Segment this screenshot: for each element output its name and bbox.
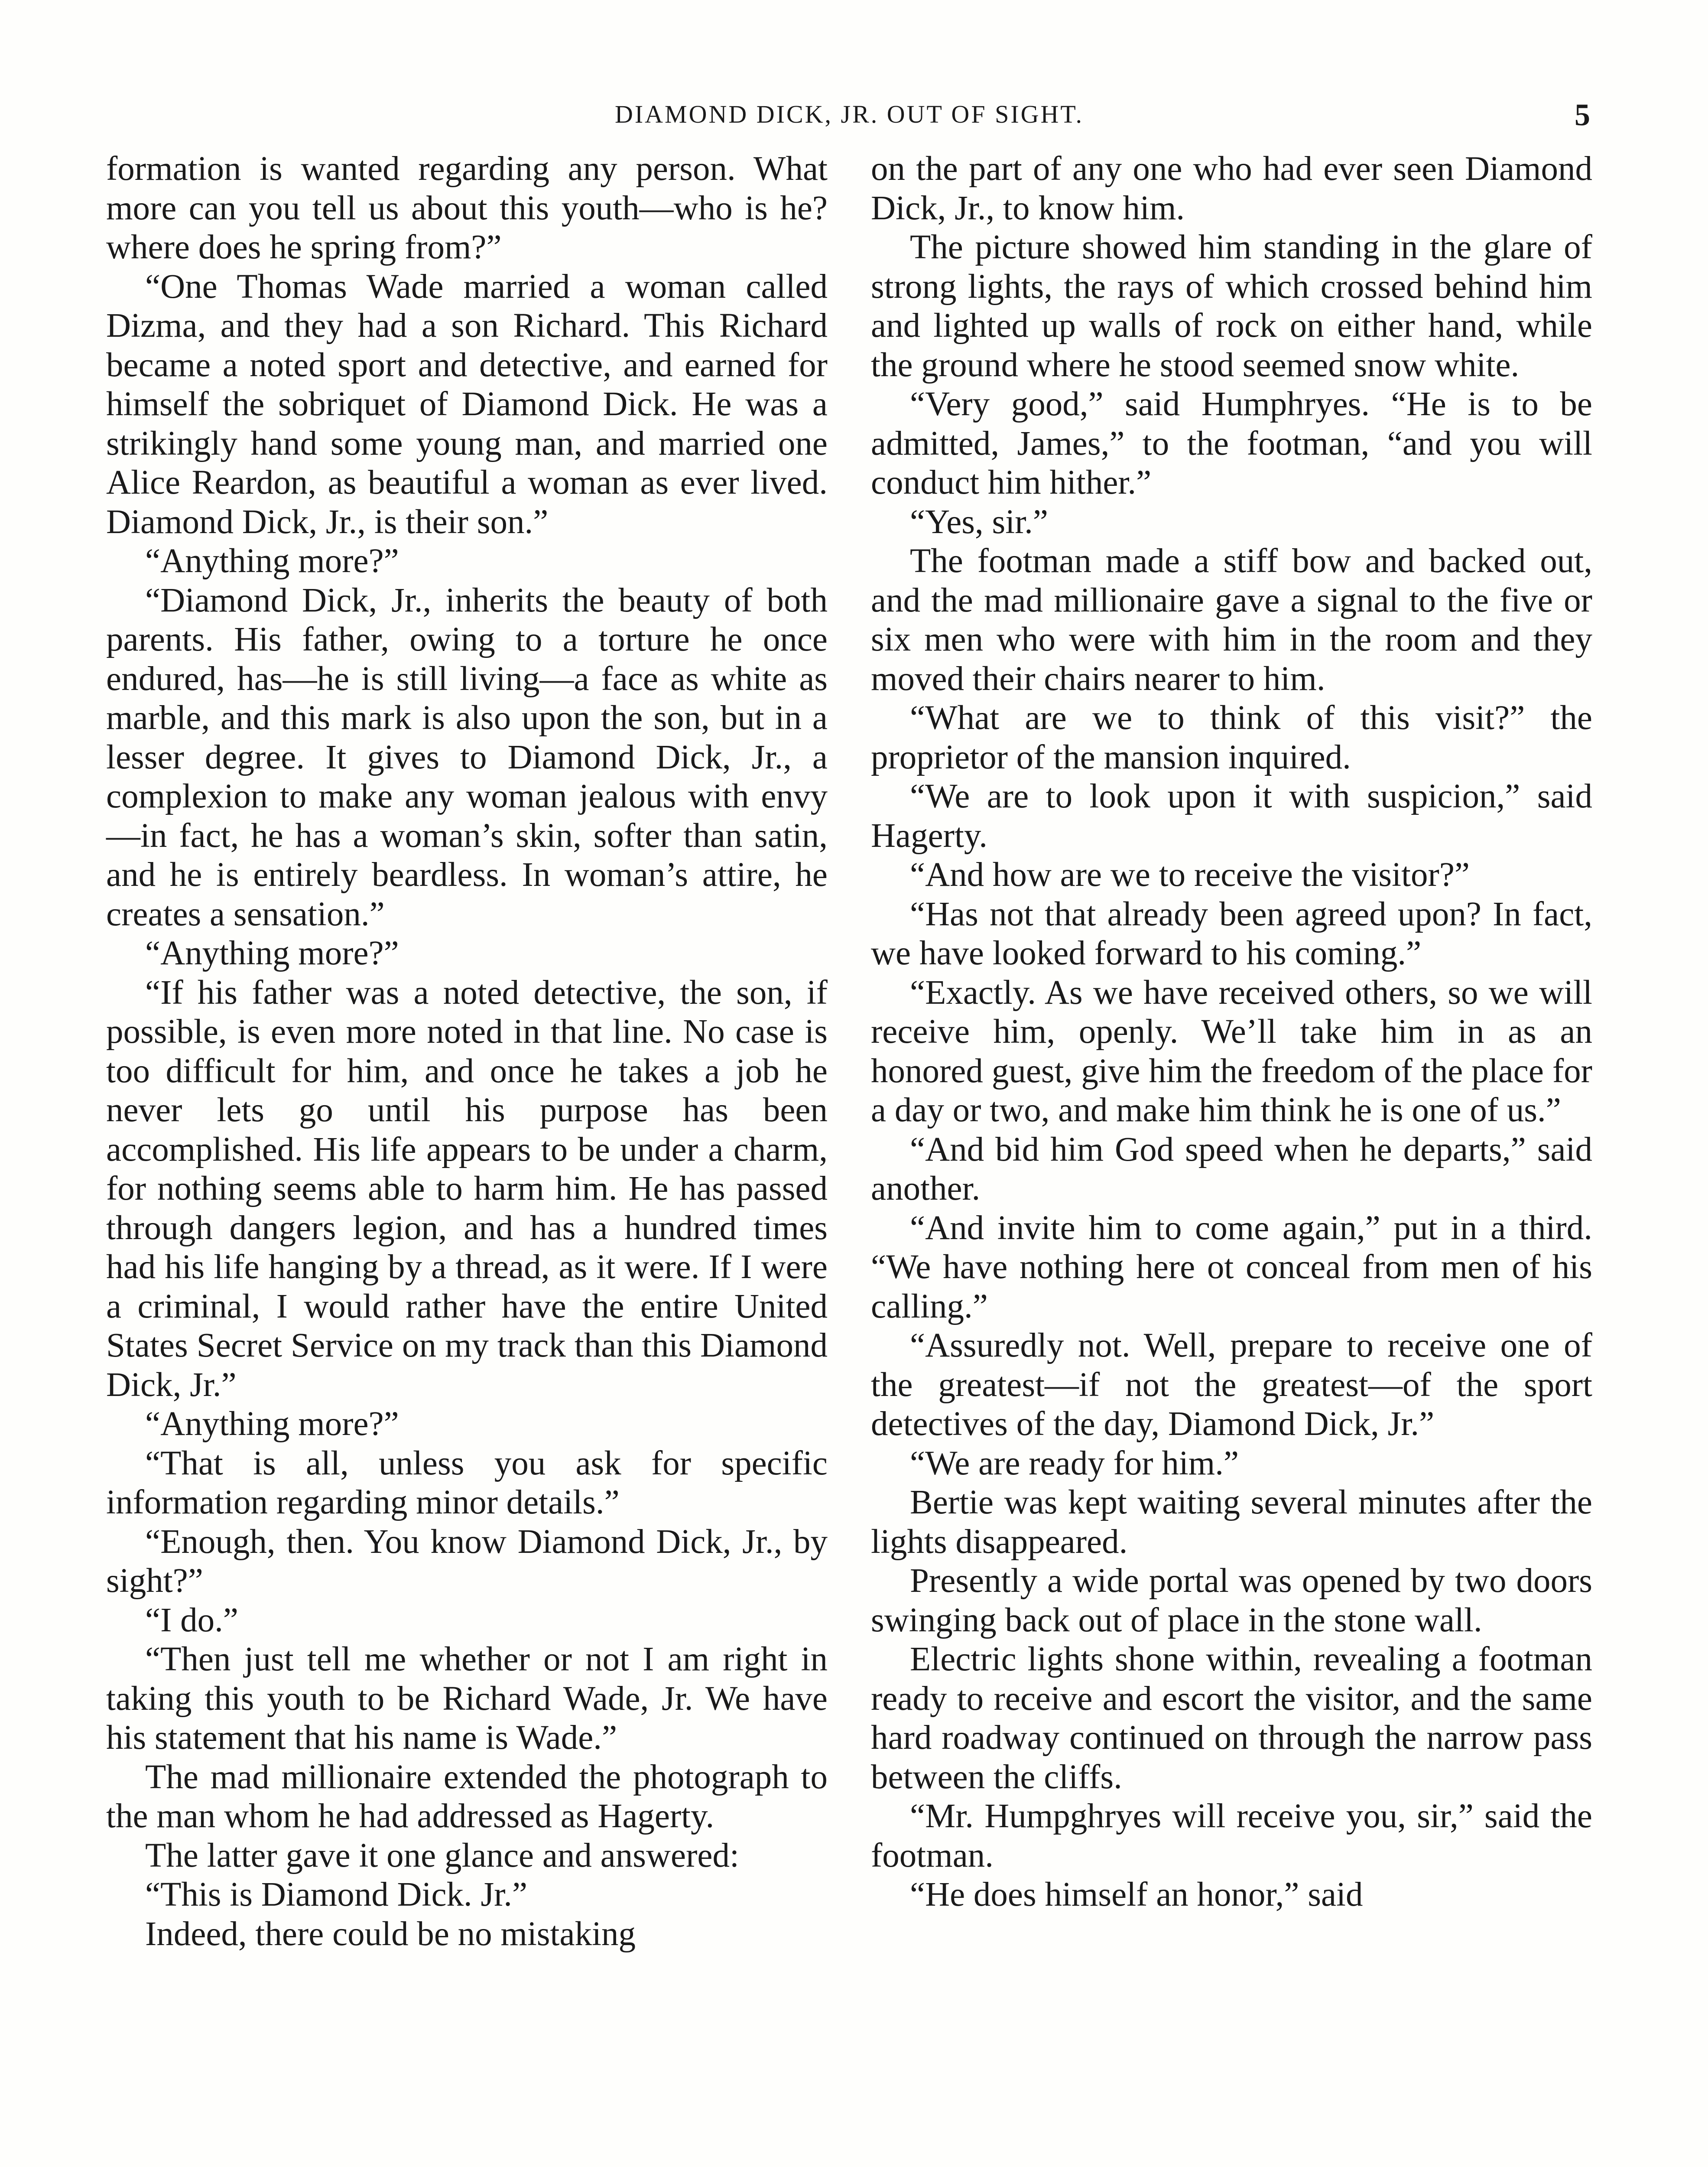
paragraph: “He does himself an honor,” said [910,1876,1363,1913]
paragraph: “I do.” [145,1601,238,1639]
paragraph: “What are we to think of this visit?” the proprietor of the mansion inquired. [871,699,1592,776]
paragraph: “Anything more?” [145,934,399,972]
paragraph: “And invite him to come again,” put in a third. “We have nothing here ot conceal from men of his calling.” [871,1209,1592,1325]
paragraph: “That is all, unless you ask for specific information regarding minor details.” [106,1444,828,1521]
paragraph: Indeed, there could be no mistaking [145,1915,636,1953]
paragraph: formation is wanted regarding any person. What more can you tell us about this youth—who is he? where does he spring from?” [106,150,828,266]
right-text-column [871,150,1592,1915]
paragraph: “This is Diamond Dick. Jr.” [145,1876,528,1913]
paragraph: “Anything more?” [145,542,399,580]
paragraph: “Diamond Dick, Jr., inherits the beauty of both parents. His father, owing to a torture he once endured, has—he is still living—a face as white as marble, and this mark is also upon the son, but in a lesser degree. It gives to Diamond Dick, Jr., a complexion to make any woman jealous with envy—in fact, he has a woman’s skin, softer than satin, and he is entirely beardless. In woman’s attire, he creates a sensation.” [106,581,828,933]
paragraph: “Very good,” said Humphryes. “He is to be admitted, James,” to the footman, “and you will conduct him hither.” [871,385,1592,501]
paragraph: Electric lights shone within, revealing a footman ready to receive and escort the visitor, and the same hard roadway continued on through the narrow pass between the cliffs. [871,1640,1592,1796]
paragraph: Presently a wide portal was opened by two doors swinging back out of place in the stone wall. [871,1562,1592,1639]
paragraph: Bertie was kept waiting several minutes after the lights disappeared. [871,1484,1592,1561]
paragraph: “Has not that already been agreed upon? In fact, we have looked forward to his coming.” [871,895,1592,972]
paragraph: on the part of any one who had ever seen Diamond Dick, Jr., to know him. [871,150,1592,227]
paragraph: “One Thomas Wade married a woman called Dizma, and they had a son Richard. This Richard became a noted sport and detective, and earned for himself the sobriquet of Diamond Dick. He was a strikingly hand some young man, and married one Alice Reardon, as beautiful a woman as ever lived. Diamond Dick, Jr., is their son.” [106,267,828,541]
paragraph: “We are ready for him.” [910,1444,1239,1482]
running-title: DIAMOND DICK, JR. OUT OF SIGHT. [614,100,1084,128]
paragraph: “Assuredly not. Well, prepare to receive one of the greatest—if not the greatest—of the sport detectives of the day, Diamond Dick, Jr.” [871,1327,1592,1443]
page-header [108,95,1590,147]
paragraph: “Exactly. As we have received others, so we will receive him, openly. We’ll take him in as an honored guest, give him the freedom of the place for a day or two, and make him think he is one of us.” [871,973,1592,1129]
paragraph: The mad millionaire extended the photograph to the man whom he had addressed as Hagerty. [106,1758,828,1835]
left-text-column [106,150,828,1954]
paragraph: “And bid him God speed when he departs,” said another. [871,1130,1592,1207]
paragraph: “We are to look upon it with suspicion,” said Hagerty. [871,778,1592,855]
paragraph: “Yes, sir.” [910,503,1048,541]
paragraph: The footman made a stiff bow and backed out, and the mad millionaire gave a signal to the five or six men who were with him in the room and they moved their chairs nearer to him. [871,542,1592,698]
paragraph: “If his father was a noted detective, the son, if possible, is even more noted in that line. No case is too difficult for him, and once he takes a job he never lets go until his purpose has been accomplished. His life appears to be under a charm, for nothing seems able to harm him. He has passed through dangers legion, and has a hundred times had his life hanging by a thread, as it were. If I were a criminal, I would rather have the entire United States Secret Service on my track than this Diamond Dick, Jr.” [106,973,828,1404]
paragraph: The picture showed him standing in the glare of strong lights, the rays of which crossed behind him and lighted up walls of rock on either hand, while the ground where he stood seemed snow white. [871,228,1592,384]
paragraph: “Then just tell me whether or not I am right in taking this youth to be Richard Wade, Jr. We have his statement that his name is Wade.” [106,1640,828,1757]
paragraph: “Enough, then. You know Diamond Dick, Jr., by sight?” [106,1523,828,1600]
page-number: 5 [1575,98,1590,132]
paragraph: “Mr. Humpghryes will receive you, sir,” said the footman. [871,1797,1592,1874]
paragraph: “And how are we to receive the visitor?” [910,856,1470,894]
paragraph: “Anything more?” [145,1405,399,1443]
paragraph: The latter gave it one glance and answered: [145,1836,739,1874]
